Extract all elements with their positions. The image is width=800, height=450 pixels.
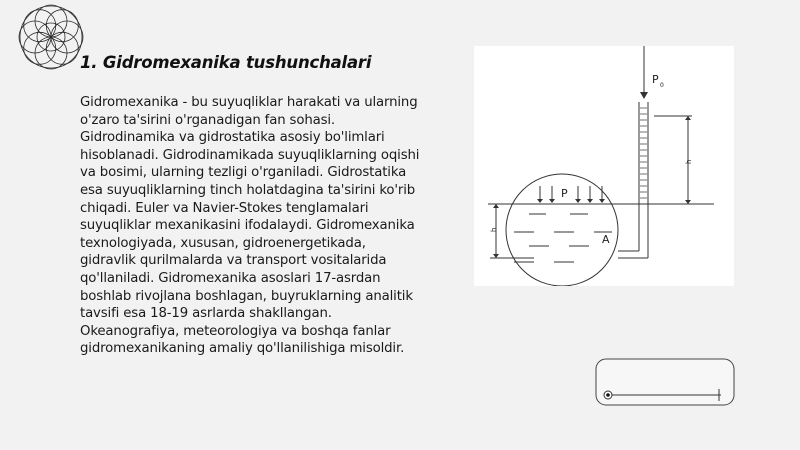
slider-start-dot-icon [606,393,610,397]
slide-title: 1. Gidromexanika tushunchalari [80,53,372,72]
label-p: P [561,187,568,200]
label-a: A [602,233,610,246]
slider-panel[interactable] [595,358,735,406]
diagram-background [474,46,734,286]
label-h-left: h [490,227,498,232]
label-p0-sub: 0 [660,82,664,89]
panel-frame [596,359,734,405]
rosette-logo-icon [18,4,84,70]
label-h-right: h [685,159,693,164]
label-p0: P [652,73,659,86]
hydrostatic-pressure-diagram [474,46,734,286]
slide-body-text: Gidromexanika - bu suyuqliklar harakati va ularning o'zaro ta'sirini o'rganadigan fan sohasi. Gidrodinamika va gidrostatika asosiy bo'limlari hisoblanadi. Gidrodinamikada suyuqliklarning oqishi va bosimi, ularning tezligi o'rganiladi. Gidrostatika esa suyuqliklarning tinch holatdagina ta'sirini ko'rib chiqadi. Euler va Navier-Stokes tenglamalari suyuqliklar mexanikasini ifodalaydi. Gidromexanika texnologiyada, xususan, gidroenergetikada, gidravlik qurilmalarda va transport vositalarida qo'llaniladi. Gidromexanika asoslari 17-asrdan boshlab rivojlana boshlagan, buyruklarning analitik tavsifi esa 18-19 asrlarda shakllangan. Okeanografiya, meteorologiya va boshqa fanlar gidromexanikaning amaliy qo'llanilishiga misoldir. [80,95,420,357]
